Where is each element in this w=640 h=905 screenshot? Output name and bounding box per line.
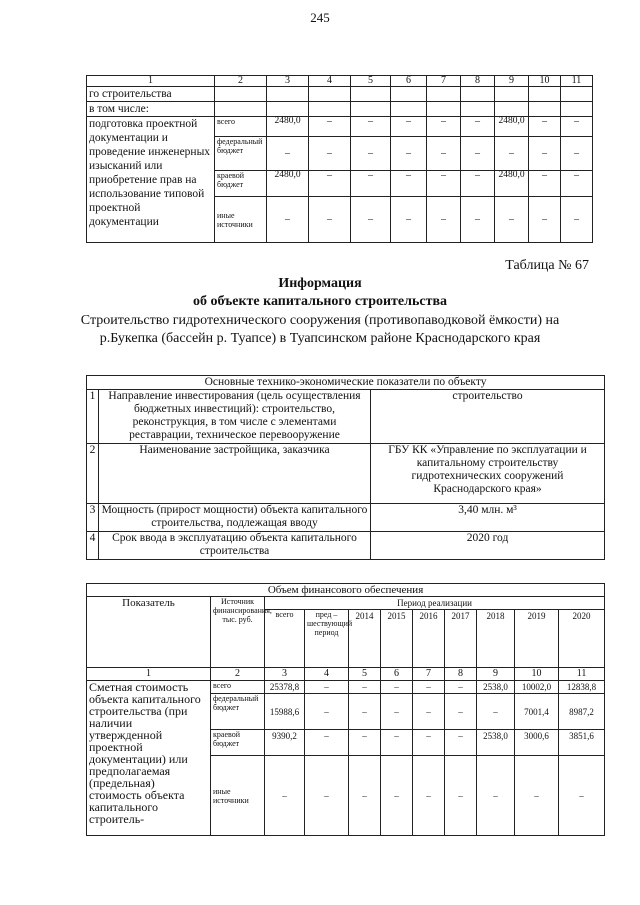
value-cell: – [413,730,445,756]
col-number: 1 [87,668,211,681]
value-cell: – [265,756,305,836]
table-header: Основные технико-экономические показатели по объекту [87,376,605,390]
col-number: 11 [559,668,605,681]
value-cell: 8987,2 [559,694,605,730]
col-number: 11 [561,76,593,87]
value-cell: – [391,171,427,197]
col-number: 4 [305,668,349,681]
value-cell: 2480,0 [267,171,309,197]
value-cell: – [349,681,381,694]
value-cell: – [381,681,413,694]
page-title: Информация [278,276,362,291]
value-cell: 2480,0 [495,117,529,137]
value-cell: – [561,137,593,171]
year-header: 2014 [349,610,381,668]
source-label: краевой бюджет [211,730,265,756]
value-cell: – [477,694,515,730]
finance-table [86,583,605,836]
col-number: 3 [267,76,309,87]
value-cell: 2480,0 [267,117,309,137]
page-subtitle: об объекте капитального строительства [192,294,448,309]
value-cell: – [559,756,605,836]
indicator-label: подготовка проектной документации и проведение инженерных изысканий или приобретение прав на использование типовой проектной документации [87,117,215,243]
value-cell: – [529,171,561,197]
row-label: Мощность (прирост мощности) объекта капитального строительства, подлежащая вводу [99,504,371,532]
indicator-label: Сметная стоимость объекта капитального строительства (при наличии утвержденной проектной документации) или предполагаемая (предельная) стоимость объекта капитального строитель- [87,681,211,836]
value-cell: – [427,171,461,197]
source-label: федеральный бюджет [211,694,265,730]
value-cell: – [309,171,351,197]
value-cell: – [461,171,495,197]
value-cell: 2538,0 [477,681,515,694]
value-cell: – [351,117,391,137]
col-number: 1 [87,76,215,87]
value-cell: – [561,117,593,137]
col-number: 8 [445,668,477,681]
col-number: 9 [495,76,529,87]
source-label: всего [215,117,267,137]
value-cell: – [413,756,445,836]
value-cell: – [529,197,561,243]
col-number: 5 [351,76,391,87]
col-number: 2 [215,76,267,87]
row-number: 4 [87,532,99,560]
value-cell: – [349,694,381,730]
value-cell: – [495,197,529,243]
value-cell: 7001,4 [515,694,559,730]
column-header: пред – шествующий период [305,610,349,668]
value-cell: – [305,756,349,836]
source-label: всего [211,681,265,694]
column-header: Период реализации [265,597,605,610]
value-cell: – [267,197,309,243]
table-row [87,532,605,560]
year-header: 2020 [559,610,605,668]
row-label: в том числе: [87,102,215,117]
value-cell: – [351,171,391,197]
row-value: 2020 год [371,532,605,560]
value-cell: – [391,137,427,171]
year-header: 2015 [381,610,413,668]
object-description: Строительство гидротехнического сооружения (противопаводковой ёмкости) на р.Букепка (бассейн р. Туапсе) в Туапсинском районе Краснодарского края [80,313,560,346]
value-cell: – [477,756,515,836]
source-label: федеральный бюджет [215,137,267,171]
value-cell: – [561,197,593,243]
year-header: 2019 [515,610,559,668]
value-cell: 25378,8 [265,681,305,694]
col-number: 10 [515,668,559,681]
value-cell: – [427,197,461,243]
value-cell: – [351,197,391,243]
row-label: го строительства [87,87,215,102]
value-cell: – [351,137,391,171]
value-cell: – [445,730,477,756]
value-cell: – [445,694,477,730]
value-cell: – [305,681,349,694]
row-label: Наименование застройщика, заказчика [99,444,371,504]
value-cell: 3000,6 [515,730,559,756]
source-label: иные источники [211,756,265,836]
col-number: 8 [461,76,495,87]
value-cell: – [309,197,351,243]
value-cell: 2538,0 [477,730,515,756]
value-cell: – [391,117,427,137]
page-number: 245 [310,10,330,25]
value-cell: – [305,694,349,730]
col-number: 2 [211,668,265,681]
value-cell: – [349,756,381,836]
value-cell: – [349,730,381,756]
value-cell: – [413,681,445,694]
row-value: ГБУ КК «Управление по эксплуатации и капитальному строительству гидротехнических сооружений Краснодарского края» [371,444,605,504]
value-cell: – [381,730,413,756]
row-value: строительство [371,390,605,444]
year-header: 2018 [477,610,515,668]
indicators-table [86,375,605,560]
col-number: 5 [349,668,381,681]
value-cell: – [445,681,477,694]
value-cell: – [381,694,413,730]
value-cell: – [391,197,427,243]
table-row [87,444,605,504]
value-cell: 12838,8 [559,681,605,694]
row-number: 1 [87,390,99,444]
row-number: 2 [87,444,99,504]
table-row [87,504,605,532]
value-cell: – [427,117,461,137]
year-header: 2016 [413,610,445,668]
value-cell: – [309,137,351,171]
value-cell: – [461,197,495,243]
table-row [87,87,593,102]
col-number: 6 [381,668,413,681]
value-cell: 9390,2 [265,730,305,756]
column-header: всего [265,610,305,668]
column-numbers-row [87,668,605,681]
continuation-table [86,75,593,243]
col-number: 7 [427,76,461,87]
value-cell: 15988,6 [265,694,305,730]
value-cell: – [267,137,309,171]
col-number: 6 [391,76,427,87]
year-header: 2017 [445,610,477,668]
value-cell: – [515,756,559,836]
table-header: Объем финансового обеспечения [87,584,605,597]
table-row [87,117,593,137]
table-row [87,681,605,694]
column-header: Источник финансирования, тыс. руб. [211,597,265,668]
value-cell: – [461,137,495,171]
value-cell: 10002,0 [515,681,559,694]
value-cell: – [561,171,593,197]
column-header: Показатель [87,597,211,668]
row-label: Срок ввода в эксплуатацию объекта капитального строительства [99,532,371,560]
value-cell: – [305,730,349,756]
value-cell: – [381,756,413,836]
value-cell: – [309,117,351,137]
value-cell: – [495,137,529,171]
row-label: Направление инвестирования (цель осуществления бюджетных инвестиций): строительство, реконструкция, в том числе с элементами реставрации, техническое перевооружение [99,390,371,444]
value-cell: – [427,137,461,171]
source-label: краевой бюджет [215,171,267,197]
col-number: 4 [309,76,351,87]
col-number: 3 [265,668,305,681]
col-number: 10 [529,76,561,87]
value-cell: – [461,117,495,137]
col-number: 7 [413,668,445,681]
row-number: 3 [87,504,99,532]
table-row [87,390,605,444]
value-cell: – [445,756,477,836]
table-row [87,102,593,117]
value-cell: – [529,117,561,137]
col-number: 9 [477,668,515,681]
value-cell: – [529,137,561,171]
row-value: 3,40 млн. м³ [371,504,605,532]
value-cell: – [413,694,445,730]
source-label: иные источники [215,197,267,243]
column-numbers-row [87,76,593,87]
table-label: Таблица № 67 [505,258,589,273]
value-cell: 2480,0 [495,171,529,197]
value-cell: 3851,6 [559,730,605,756]
